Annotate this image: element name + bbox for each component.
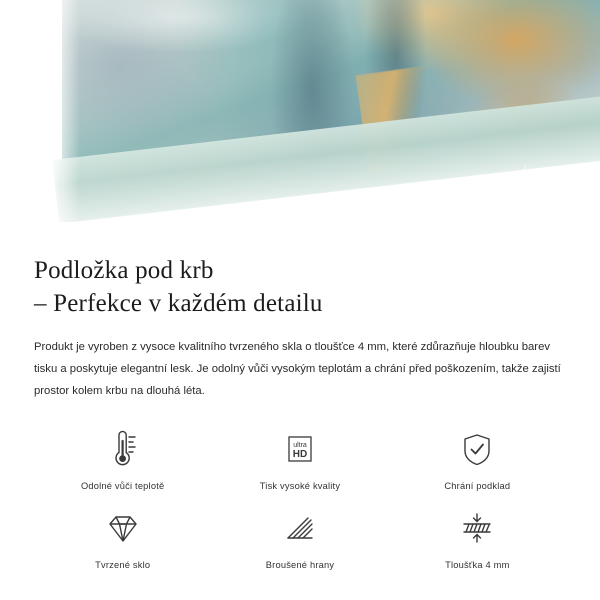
feature-label: Chrání podklad bbox=[444, 481, 511, 492]
svg-text:HD: HD bbox=[292, 449, 308, 461]
feature-label: Tloušťka 4 mm bbox=[445, 560, 510, 571]
feature-item-temperature bbox=[34, 428, 211, 491]
thickness-arrows-icon bbox=[455, 507, 499, 551]
feature-label: Broušené hrany bbox=[265, 560, 335, 571]
feature-item-polished-edges bbox=[211, 507, 388, 570]
hero-left-fade bbox=[0, 0, 80, 222]
ultra-hd-icon bbox=[278, 428, 322, 472]
feature-label: Odolné vůči teplotě bbox=[80, 481, 165, 492]
description-paragraph: Produkt je vyroben z vysoce kvalitního tvrzeného skla o tloušťce 4 mm, které zdůrazňuje hloubku barev tisku a poskytuje elegantní lesk. Je odolný vůči vysokým teplotám a chrání před poškozením, takže zajistí prostor kolem krbu na dlouhá léta. bbox=[34, 341, 561, 398]
feature-item-protects-surface bbox=[389, 428, 566, 491]
hero-image bbox=[0, 0, 600, 222]
sparkle-icon bbox=[508, 162, 542, 196]
diamond-icon bbox=[101, 507, 145, 551]
page-title-line-2: – Perfekce v každém detailu bbox=[34, 290, 323, 317]
content-area bbox=[0, 222, 600, 570]
page-title bbox=[34, 254, 566, 320]
thermometer-icon bbox=[101, 428, 145, 472]
feature-grid bbox=[34, 428, 566, 570]
page-title-line-1: Podložka pod krb bbox=[34, 257, 214, 284]
feature-label: Tvrzené sklo bbox=[95, 560, 151, 571]
polished-edges-icon bbox=[278, 507, 322, 551]
shield-check-icon bbox=[455, 428, 499, 472]
svg-text:ultra: ultra bbox=[293, 442, 307, 450]
feature-label: Tisk vysoké kvality bbox=[259, 481, 341, 492]
feature-item-tempered-glass bbox=[34, 507, 211, 570]
feature-item-print-quality bbox=[211, 428, 388, 491]
feature-item-thickness bbox=[389, 507, 566, 570]
